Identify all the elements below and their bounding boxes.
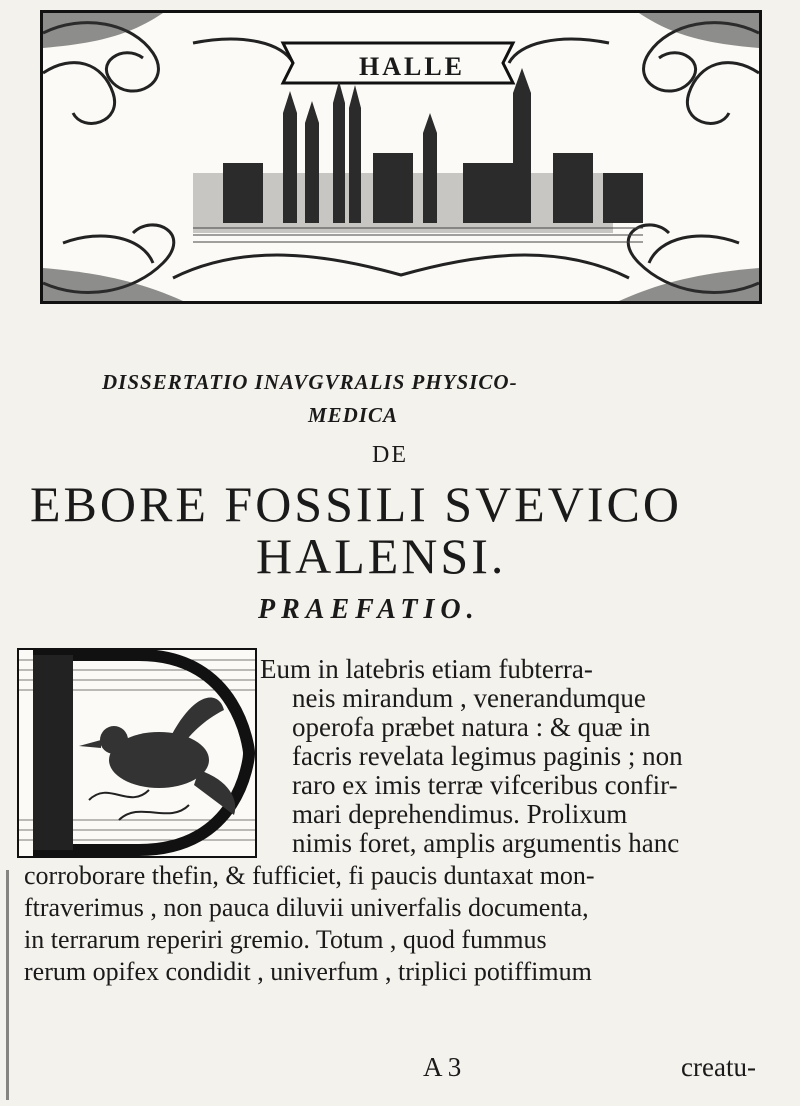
- dissertation-subtitle-line1: DISSERTATIO INAVGVRALIS PHYSICO-: [102, 370, 518, 394]
- body-line: mari deprehendimus. Prolixum: [292, 799, 628, 829]
- banner-label: HALLE: [358, 52, 466, 81]
- body-line: Eum in latebris etiam fubterra-: [260, 654, 593, 684]
- page-edge-shadow: [6, 870, 9, 1100]
- body-line: corroborare thefin, & fufficiet, fi paucis duntaxat mon-: [24, 861, 595, 890]
- main-title-line2: HALENSI.: [256, 528, 507, 584]
- catchword: creatu-: [681, 1052, 756, 1082]
- dissertation-subtitle-line2: MEDICA: [308, 403, 399, 427]
- initial-d-bird-illustration: [19, 650, 255, 856]
- body-line: in terrarum reperiri gremio. Totum , quod fummus: [24, 925, 547, 954]
- section-heading-praefatio: PRAEFATIO.: [258, 594, 480, 625]
- body-line: raro ex imis terræ vifceribus confir-: [292, 770, 678, 800]
- body-line: neis mirandum , venerandumque: [292, 683, 646, 713]
- body-line: facris revelata legimus paginis ; non: [292, 741, 683, 771]
- signature-mark: A 3: [423, 1052, 462, 1082]
- body-line: rerum opifex condidit , univerfum , triplici potiffimum: [24, 957, 592, 986]
- title-preposition: DE: [372, 442, 408, 468]
- body-line: nimis foret, amplis argumentis hanc: [292, 828, 680, 858]
- main-title-line1: EBORE FOSSILI SVEVICO: [30, 476, 682, 532]
- headpiece-engraving: [40, 10, 762, 304]
- body-line: ftraverimus , non pauca diluvii univerfalis documenta,: [24, 893, 589, 922]
- ornamental-initial: [17, 648, 257, 858]
- body-line: operofa præbet natura : & quæ in: [292, 712, 651, 742]
